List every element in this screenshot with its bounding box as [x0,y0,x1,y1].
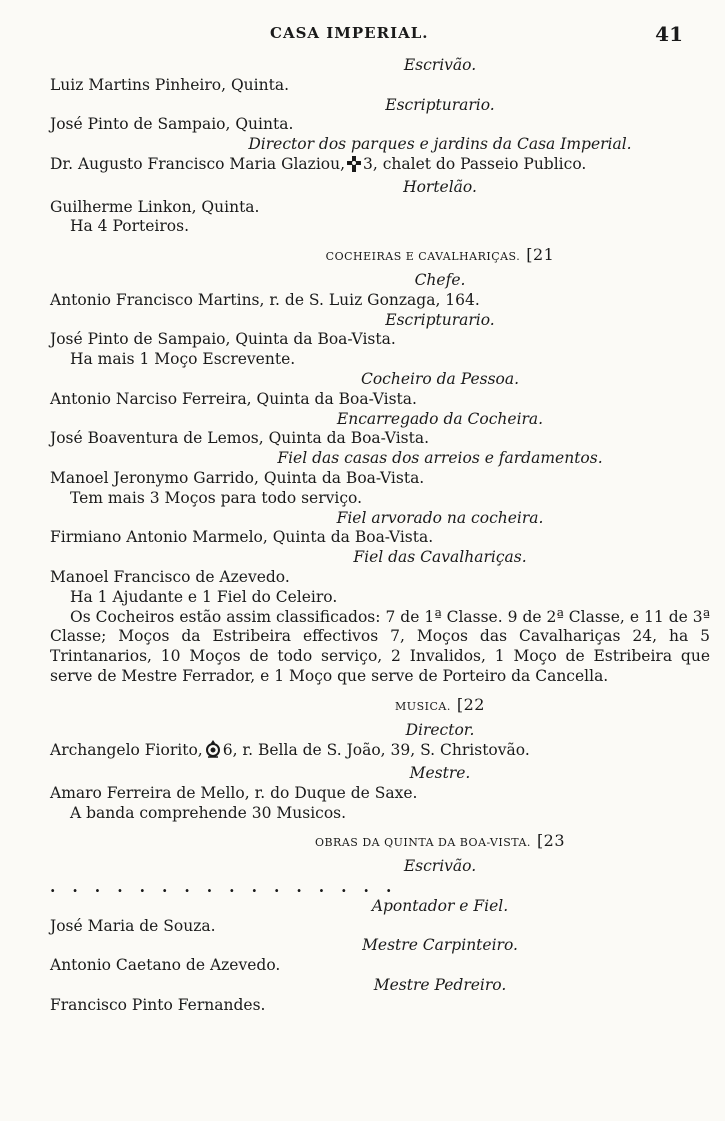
section-heading [50,831,710,853]
staff-note: Ha mais 1 Moço Escrevente. [70,350,296,369]
position-title: Mestre Carpinteiro. [362,936,518,955]
person-entry: Antonio Francisco Martins, r. de S. Luiz Gonzaga, 164. [50,290,480,309]
person-entry: Antonio Caetano de Azevedo. [50,956,281,975]
section-number: [21 [526,245,555,265]
position-title: Director. [405,720,475,739]
section-heading [50,245,710,267]
page-body [50,56,710,1016]
staff-note: Tem mais 3 Moços para todo serviço. [70,488,362,507]
person-entry [50,155,710,178]
section-title: COCHEIRAS E CAVALHARIÇAS. [325,250,521,264]
position-title: Escrivão. [403,56,477,74]
person-address: 6, r. Bella de S. João, 39, S. Christovão. [222,741,530,760]
position-title: Escrivão. [403,857,477,876]
section-title: MUSICA. [395,699,451,713]
position-title: Escripturario. [385,310,495,329]
position-title: Director dos parques e jardins da Casa Imperial. [248,135,632,154]
order-rose-icon [205,740,221,764]
position-title: Fiel arvorado na cocheira. [336,508,544,527]
page-number: 41 [655,22,683,46]
person-entry: Amaro Ferreira de Mello, r. do Duque de Saxe. [50,783,418,802]
position-title: Fiel das Cavalhariças. [353,548,527,567]
person-entry: Firmiano Antonio Marmelo, Quinta da Boa-Vista. [50,528,434,547]
running-head: CASA IMPERIAL. [270,24,429,42]
section-heading [50,695,710,717]
person-entry: José Pinto de Sampaio, Quinta. [50,115,294,134]
person-entry: José Boaventura de Lemos, Quinta da Boa-Vista. [50,429,430,448]
section-number: [22 [456,694,485,714]
section-number: [23 [536,831,566,851]
position-title: Cocheiro da Pessoa. [360,369,520,388]
person-entry: Antonio Narciso Ferreira, Quinta da Boa-Vista. [50,389,417,408]
person-name: Dr. Augusto Francisco Maria Glaziou, [50,154,346,173]
position-title: Fiel das casas dos arreios e fardamentos. [277,449,603,468]
order-cross-icon [347,156,361,178]
position-title: Mestre. [409,764,471,783]
person-entry: Guilherme Linkon, Quinta. [50,197,260,216]
person-entry: Manoel Jeronymo Garrido, Quinta da Boa-Vista. [50,468,425,487]
classification-paragraph: Os Cocheiros estão assim classificados: 7 de 1ª Classe. 9 de 2ª Classe, e 11 de 3ª Classe; Moços da Estribeira effectivos 7, Moços das Cavalhariças 24, ha 5 Trintanarios, 10 Moços de todo serviço, 2 Invalidos, 1 Moço de Estribeira que serve de Mestre Ferrador, e 1 Moço que serve de Porteiro da Cancella. [50,607,710,685]
staff-note: Ha 1 Ajudante e 1 Fiel do Celeiro. [70,587,338,606]
person-address: 3, chalet do Passeio Publico. [363,154,587,173]
person-entry: Luiz Martins Pinheiro, Quinta. [50,75,290,94]
staff-note: A banda comprehende 30 Musicos. [70,803,347,822]
position-title: Escripturario. [385,95,495,114]
position-title: Mestre Pedreiro. [373,976,507,995]
person-entry: Francisco Pinto Fernandes. [50,995,266,1014]
position-title: Encarregado da Cocheira. [336,409,544,428]
person-entry [50,740,710,764]
page-header [0,24,725,46]
person-entry: José Maria de Souza. [50,916,216,935]
position-title: Apontador e Fiel. [371,896,509,915]
section-title: OBRAS DA QUINTA DA BOA-VISTA. [314,836,531,850]
person-name: Archangelo Fiorito, [50,741,203,760]
position-title: Chefe. [414,270,466,289]
person-entry: Manoel Francisco de Azevedo. [50,567,290,586]
position-title: Hortelão. [403,177,477,196]
vacant-entry-leader: ................ [50,877,409,897]
staff-note: Ha 4 Porteiros. [70,217,189,236]
person-entry: José Pinto de Sampaio, Quinta da Boa-Vista. [50,330,396,349]
